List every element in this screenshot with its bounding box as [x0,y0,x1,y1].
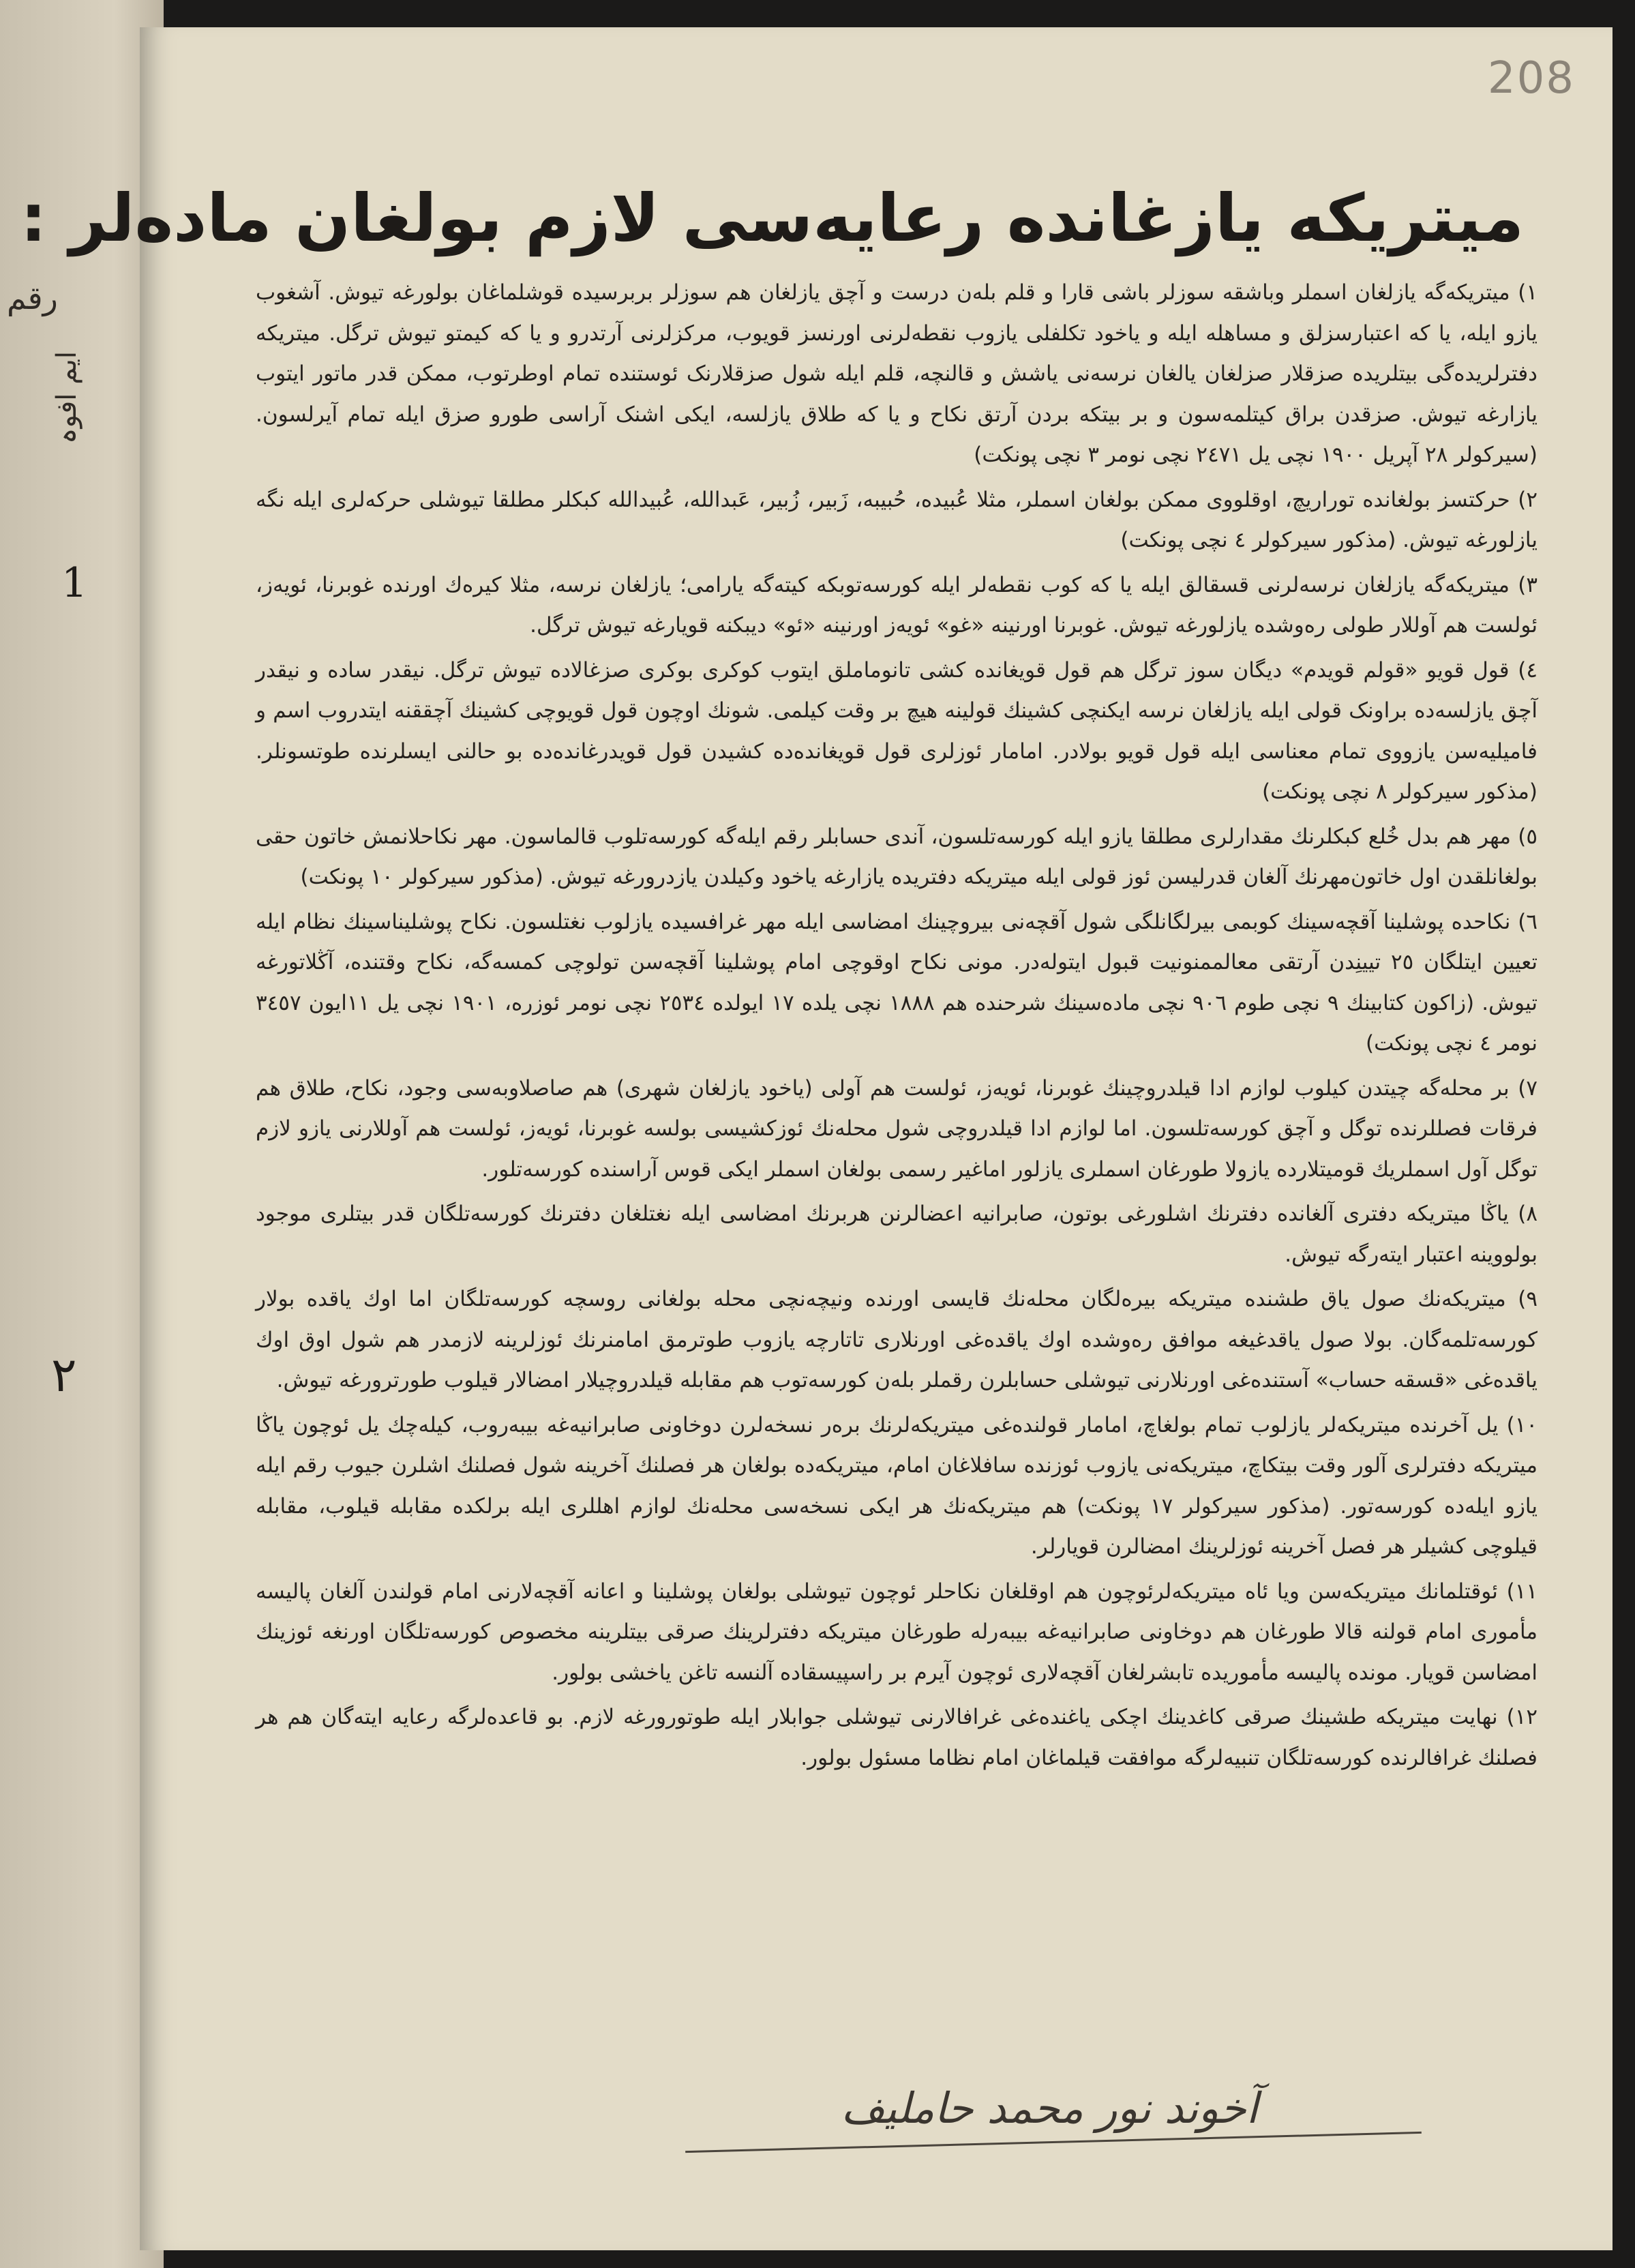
paragraph-1: ١) میتریکه‌گه یازلغان اسملر وباشقه سوزلر باشی قارا و قلم بله‌ن درست و آچق یازلغان هم سوزلر بربرسیده قوشلماغان بولورغه تیوش. آشغوب یازو ایله، یا که اعتبارسزلق و مساهله ایله و یاخود تکلفلی یازوب نقطه‌لرنی اورنسز قویوب، مرکزلرنی آرتدرو و یا که کیمتو تیوش ترگل. میتریکه دفترلریده‌گی بیتلریده صزقلار صزلغان یالغان نرسه‌نی یاشش و قالنچه، قلم ایله شول صزقلارنک ئوستنده تمام اوطرتوب، ممکن قدر ماتور ایتوب یازارغه تیوش. صزقدن براق کیتلمه‌سون و بر بیتکه بردن آرتق نکاح و یا که طلاق یازلسه، ایکی اشنک آراسی طورو صزق ایله تمام آیرلسون. (سیرکولر ٢٨ آپریل ١٩٠٠ نچی یل ٢٤٧١ نچی نومر ٣ نچی پونکت) [256,280,1537,467]
document-body [256,273,1537,1782]
paragraph-6: ٦) نکاحده پوشلینا آقچه‌سینك کوبمی بیرلگانلگی شول آقچه‌نی بیروچینك امضاسی ایله مهر غرافسیده یازلوب نغتلسون. نکاح پوشلیناسینك نظام ایله تعیین ایتلگان ٢٥ تیینِدن آرتقی معالممنونیت قبول ایتوله‌در. مونی نکاح اوقوچی امام پوشلینا آقچه‌سن تولوچی کمسه‌گه، نکاح وقتنده، آڭلاتورغه تیوش. (زاکون کتابینك ٩ نچی طوم ٩٠٦ نچی ماده‌سینك شرحنده هم ١٨٨٨ نچی یلده ١٧ ایولده ٢٥٣٤ نچی نومر ئوزره، ١٩٠١ نچی یل ١١ایون ٣٤٥٧ نومر ٤ نچی پونکت) [256,909,1537,1056]
paragraph-7: ٧) بر محله‌گه چیتدن کیلوب لوازم ادا قیلدروچینك غوبرنا، ئویه‌ز، ئولست هم آولی (یاخود یازلغان شهری) هم صاصلاوبه‌سی وجود، نکاح، طلاق هم فرقات فصللرنده توگل و آچق کورسه‌تلسون. اما لوازم ادا قیلدروچی شول محله‌نك ئوزکشیسی بولسه غوبرنا، ئویه‌ز، ئولست هم آوللارنی یازو لازم توگل آول اسملریك قومیتلارده یازولا طورغان اسملری یازلور اماغیر رسمی بولغان اسملر ایکی قوس آراسنده کورسه‌تلور. [256,1075,1537,1182]
paragraph-2: ٢) حرکتسز بولغانده توراریچ، اوقلووی ممکن بولغان اسملر، مثلا عُبیده، حُبیبه، زَبیر، زُبیر، عَبدالله، عُبیدالله کبکلر مطلقا تیوشلی حرکه‌لری ایله نگه یازلورغه تیوش. (مذکور سیرکولر ٤ نچی پونکت) [256,487,1537,552]
page-number: 208 [1487,53,1575,104]
handwritten-signature: آخوند نور محمد حاملیف [841,2083,1258,2133]
left-page-fragment: رقم [7,280,58,316]
margin-mark-one: 1 [61,559,88,607]
paragraph-11: ١١) ئوقتلمانك میتریکه‌سن ویا ئاه میتریکه‌لرئوچون هم اوقلغان نکاحلر ئوچون تیوشلی بولغان پوشلینا و اعانه آقچه‌لارنی امام قولندن آلغان پالیسه مأموری امام قولنه قالا طورغان هم دوخاونی صابرانیه‌غه بیبه‌رله طورغان میتریکه دفترلرینك صرقی بیتلرینه مخصوص کورسه‌تلگان اورنغه ئوزینك امضاسن قویار. مونده پالیسه مأموریده تابشرلغان آقچه‌لاری ئوچون آیرم بر راسپیسقاده آلنسه تاغن یاخشی بولور. [256,1579,1537,1685]
paragraph-4: ٤) قول قویو «قولم قویدم» دیگان سوز ترگل هم قول قویغانده کشی تانوماملق ایتوب کوکری بوکری صزغالاده تیوش ترگل. نیقدر ساده و نیقدر آچق یازلسه‌ده براونک قولی ایله یازلغان نرسه ایکنچی کشینك قولینه هیچ بر وقت کیلمی. شونك اوچون قول قویوچی کشینك آچققنه ایتدروب اسم و فامیلیه‌سن یازووی تمام معناسی ایله قول قویو بولادر. امامار ئوزلری قول قویغانده‌ده کشیدن قول قویدرغانده‌ده بو حالنی ایسلرنده طوتسونلر. (مذکور سیرکولر ٨ نچی پونکت) [256,657,1537,804]
paragraph-12: ١٢) نهایت میتریکه طشینك صرقی کاغدینك اچکی یاغنده‌غی غرافالارنی تیوشلی جوابلار ایله طوتورورغه لازم. بو قاعده‌لرگه رعایه ایته‌گان هم هر فصلنك غرافالرنده کورسه‌تلگان تنبیه‌لرگه موافقت قیلماغان امام نظاما مسئول بولور. [256,1705,1537,1770]
signature-underline [685,2132,1422,2153]
paragraph-3: ٣) میتریکه‌گه یازلغان نرسه‌لرنی قسقالق ایله یا که کوب نقطه‌لر ایله کورسه‌توبکه کیته‌گه یارامی؛ یازلغان نرسه، مثلا کیره‌ك اورنده غوبرنا، ئویه‌ز، ئولست هم آوللار طولی رەوشده یازلورغه تیوش. غوبرنا اورنینه «غو» ئویه‌ز اورنینه «ئو» دیبکنه قویارغه تیوش ترگل. [256,572,1537,638]
margin-mark-two: ۲ [51,1347,77,1403]
paragraph-10: ١٠) یل آخرنده میتریکه‌لر یازلوب تمام بولغاچ، امامار قولنده‌غی میتریکه‌لرنك بره‌ر نسخه‌لرن دوخاونی صابرانیه‌غه بیبه‌روب، کیله‌چك یل ئوچون یاڭا میتریکه دفترلری آلور وقت بیتکاچ، میتریکه‌نی یازوب ئوزنده سافلاغان امام، میتریکه‌ده بولغان هر فصلنك آخرینه شول فصلنك اشلرن جیوب رقم ایله یازو ایله‌ده کورسه‌تور. (مذکور سیرکولر ١٧ پونکت) هم میتریکه‌نك هر ایکی نسخه‌سی محله‌نك لوازم اهللری ایله برلکده مقابله قیلوب، مقابله قیلوچی کشیلر هر فصل آخرینه ئوزلرینك امضالرن قویارلر. [256,1412,1537,1559]
paragraph-5: ٥) مهر هم بدل خُلع کبکلرنك مقدارلری مطلقا یازو ایله کورسه‌تلسون، آندی حسابلر رقم ایله‌گه کورسه‌تلوب قالماسون. مهر نکاحلانمش خاتون حقی بولغانلقدن اول خاتون‌مهرنك آلغان قدرلیسن ئوز قولی ایله میتریکه دفتریده یازارغه یاخود وکیلدن یازدرورغه تیوش. (مذکور سیرکولر ١٠ پونکت) [256,824,1537,889]
paragraph-8: ٨) یاڭا میتریکه دفتری آلغانده دفترنك اشلورغی بوتون، صابرانیه اعضالرنن هر‌برنك امضاسی ایله نغتلغان دفترنك کورسه‌تلگان قدر بیتلری موجود بولووینه اعتبار ایته‌رگه تیوش. [256,1202,1537,1267]
page-title: میتریکه یازغانده رعایه‌سی لازم بولغان ماده‌لر : [20,180,1524,257]
paragraph-9: ٩) میتریکه‌نك صول یاق طشنده میتریکه بیره‌لگان محله‌نك قایسی اورنده ونیچه‌نچی محله بولغانی روسچه کورسه‌تلگان اما اوك یاقده بولار کورسه‌تلمه‌گان. بولا صول یاقدغیغه موافق رەوشده اوك یاقده‌غی اورنلاری تاتارچه یازوب طوترمق امامنرنك ئوزلرینه لازمدر هم شول اوق اوك یاقده‌غی «قسقه حساب» آستنده‌غی اورنلارنی تیوشلی حسابلرن رقملر بله‌ن کورسه‌توب هم مقابله قیلدروچیلار امضالار قیلوب طورترورغه تیوش. [256,1287,1537,1392]
adjacent-page-edge [0,0,164,2268]
left-page-fragment: ایم افوہ [50,351,82,444]
